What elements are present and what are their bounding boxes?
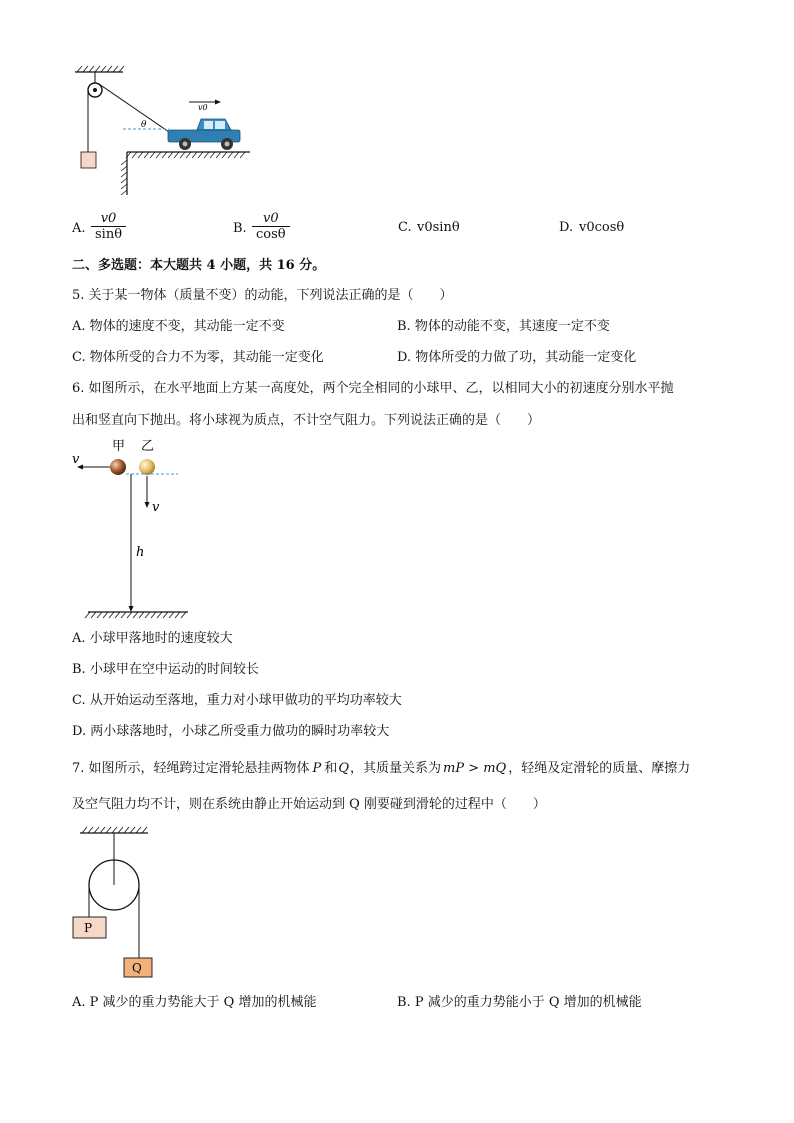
q7-figure bbox=[68, 823, 168, 983]
q6-option-d[interactable]: D. 两小球落地时，小球乙所受重力做功的瞬时功率较大 bbox=[72, 724, 390, 739]
q7-stem-line1 bbox=[72, 761, 690, 777]
q4-option-a-letter[interactable]: A. bbox=[72, 221, 86, 236]
h-label: h bbox=[136, 545, 145, 560]
q5-option-b[interactable]: B. 物体的动能不变，其速度一定不变 bbox=[397, 319, 610, 334]
section-2-title: 二、多选题：本大题共 4 小题，共 16 分。 bbox=[72, 258, 326, 273]
q7-q: Q bbox=[338, 761, 349, 776]
q4-option-b-fraction[interactable] bbox=[252, 211, 290, 242]
label-yi: 乙 bbox=[141, 439, 155, 454]
ball-yi bbox=[139, 459, 155, 475]
q7-p: P bbox=[312, 761, 322, 776]
v0-label: v0 bbox=[198, 103, 208, 112]
q4-option-c-text: v0sinθ bbox=[417, 220, 460, 235]
q7-option-a[interactable]: A. P 减少的重力势能大于 Q 增加的机械能 bbox=[72, 995, 317, 1010]
box-q-label: Q bbox=[132, 961, 142, 975]
ball-jia bbox=[110, 459, 126, 475]
q7-relation: mP > mQ bbox=[443, 761, 507, 776]
q5-option-d[interactable]: D. 物体所受的力做了功，其动能一定变化 bbox=[397, 350, 637, 365]
q4-figure bbox=[65, 62, 265, 197]
q6-figure bbox=[68, 436, 198, 621]
q4-option-b-num: v0 bbox=[252, 211, 290, 227]
q7-option-b[interactable]: B. P 减少的重力势能小于 Q 增加的机械能 bbox=[397, 995, 642, 1010]
q6-option-a[interactable]: A. 小球甲落地时的速度较大 bbox=[72, 631, 233, 646]
q7-stem-c: ，轻绳及定滑轮的质量、摩擦力 bbox=[508, 761, 691, 776]
q7-stem-line2: 及空气阻力均不计，则在系统由静止开始运动到 Q 刚要碰到滑轮的过程中（ ） bbox=[72, 797, 546, 812]
q6-stem-line2: 出和竖直向下抛出。将小球视为质点，不计空气阻力。下列说法正确的是（ ） bbox=[72, 413, 541, 428]
q7-stem-a: 7. 如图所示，轻绳跨过定滑轮悬挂两物体 bbox=[72, 761, 310, 776]
hanging-block bbox=[81, 152, 96, 168]
q4-option-b-den: cosθ bbox=[256, 227, 286, 242]
q5-option-c[interactable]: C. 物体所受的合力不为零，其动能一定变化 bbox=[72, 350, 324, 365]
q4-option-d-text: v0cosθ bbox=[579, 220, 625, 235]
q4-option-a-num: v0 bbox=[91, 211, 126, 227]
theta-label: θ bbox=[141, 120, 147, 130]
q5-stem: 5. 关于某一物体（质量不变）的动能，下列说法正确的是（ ） bbox=[72, 288, 453, 303]
label-jia: 甲 bbox=[112, 439, 126, 454]
box-p-label: P bbox=[84, 921, 93, 935]
truck bbox=[168, 119, 240, 150]
q6-stem-line1: 6. 如图所示，在水平地面上方某一高度处，两个完全相同的小球甲、乙，以相同大小的初速度分别水平抛 bbox=[72, 381, 674, 396]
q6-option-b[interactable]: B. 小球甲在空中运动的时间较长 bbox=[72, 662, 259, 677]
v-left-label: v bbox=[72, 452, 80, 467]
q4-option-b-letter[interactable]: B. bbox=[233, 221, 247, 236]
q7-stem-b: ，其质量关系为 bbox=[349, 761, 441, 776]
v-down-label: v bbox=[152, 500, 160, 515]
q6-option-c[interactable]: C. 从开始运动至落地，重力对小球甲做功的平均功率较大 bbox=[72, 693, 402, 708]
q4-option-a-den: sinθ bbox=[95, 227, 123, 242]
q4-option-c-letter[interactable]: C. bbox=[398, 220, 412, 235]
q5-option-a[interactable]: A. 物体的速度不变，其动能一定不变 bbox=[72, 319, 285, 334]
q4-option-d-letter[interactable]: D. bbox=[559, 220, 574, 235]
q4-option-a-fraction[interactable] bbox=[91, 211, 126, 242]
q7-and: 和 bbox=[324, 761, 338, 776]
